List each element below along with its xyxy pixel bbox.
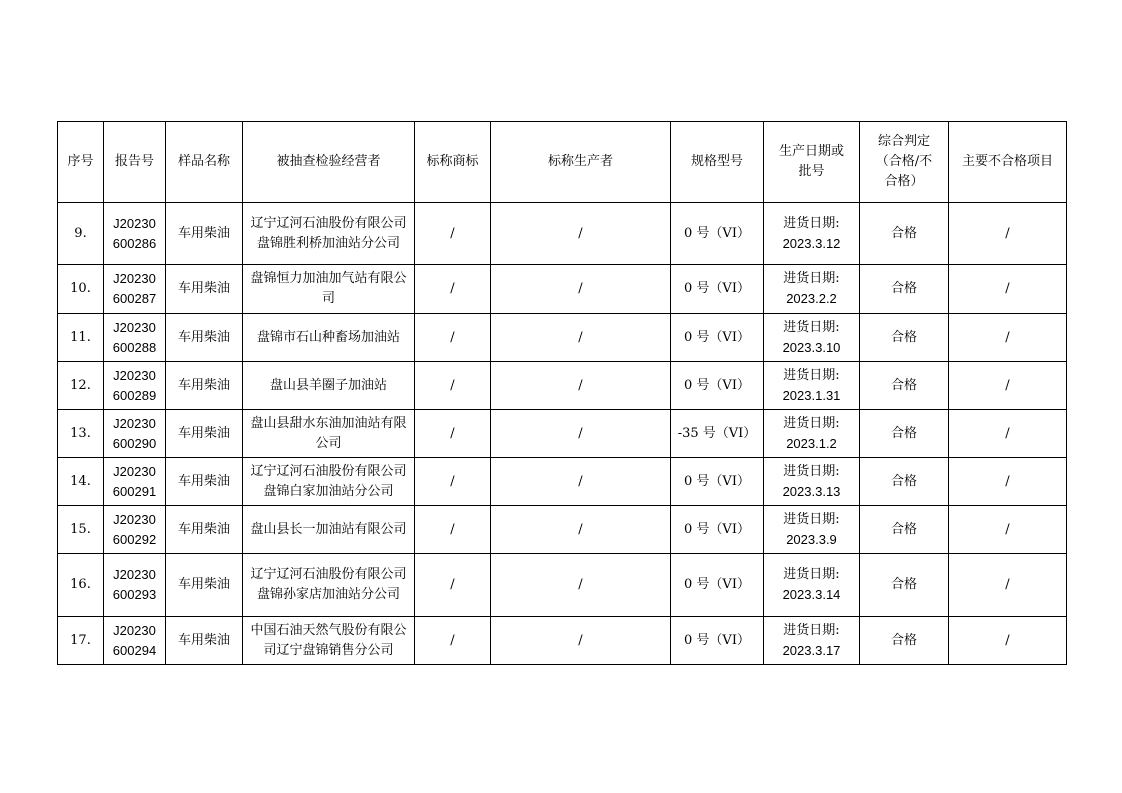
date-value: 2023.1.31 xyxy=(782,387,841,403)
report-no-part2: 600293 xyxy=(112,587,157,602)
header-verdict-line1: 综合判定 xyxy=(877,134,930,149)
row-sample-name: 车用柴油 xyxy=(166,265,243,314)
row-production-date xyxy=(764,458,860,506)
row-spec: 0 号（VI） xyxy=(671,203,764,265)
row-spec: 0 号（VI） xyxy=(671,506,764,554)
row-verdict: 合格 xyxy=(860,458,949,506)
inspection-results-table xyxy=(57,121,1067,665)
row-verdict: 合格 xyxy=(860,314,949,362)
row-report-no xyxy=(104,362,166,410)
row-issues: / xyxy=(949,410,1067,458)
header-sample-name: 样品名称 xyxy=(166,122,243,203)
row-sample-name: 车用柴油 xyxy=(166,506,243,554)
row-seq: 14. xyxy=(58,458,104,506)
row-operator: 辽宁辽河石油股份有限公司盘锦胜利桥加油站分公司 xyxy=(243,203,415,265)
report-no-part1: J20230 xyxy=(113,271,156,286)
row-manufacturer: / xyxy=(491,314,671,362)
header-date-line2: 批号 xyxy=(798,164,825,179)
row-production-date xyxy=(764,314,860,362)
row-sample-name: 车用柴油 xyxy=(166,554,243,617)
date-value: 2023.3.17 xyxy=(782,642,841,658)
row-spec: 0 号（VI） xyxy=(671,314,764,362)
row-operator: 辽宁辽河石油股份有限公司盘锦白家加油站分公司 xyxy=(243,458,415,506)
row-verdict: 合格 xyxy=(860,554,949,617)
row-production-date xyxy=(764,506,860,554)
report-no-part2: 600287 xyxy=(112,291,157,306)
row-trademark: / xyxy=(415,265,491,314)
report-no-part2: 600294 xyxy=(112,642,157,658)
report-no-part1: J20230 xyxy=(113,463,156,479)
row-trademark: / xyxy=(415,410,491,458)
row-issues: / xyxy=(949,554,1067,617)
row-production-date xyxy=(764,410,860,458)
date-value: 2023.1.2 xyxy=(786,435,837,451)
row-seq: 17. xyxy=(58,617,104,665)
row-trademark: / xyxy=(415,362,491,410)
header-spec: 规格型号 xyxy=(671,122,764,203)
row-manufacturer: / xyxy=(491,506,671,554)
table-row xyxy=(58,410,1067,458)
table-row xyxy=(58,554,1067,617)
row-issues: / xyxy=(949,506,1067,554)
header-manufacturer: 标称生产者 xyxy=(491,122,671,203)
row-manufacturer: / xyxy=(491,554,671,617)
row-issues: / xyxy=(949,362,1067,410)
row-verdict: 合格 xyxy=(860,506,949,554)
row-spec: 0 号（VI） xyxy=(671,617,764,665)
row-report-no xyxy=(104,458,166,506)
row-manufacturer: / xyxy=(491,203,671,265)
row-trademark: / xyxy=(415,314,491,362)
row-report-no xyxy=(104,265,166,314)
date-label: 进货日期: xyxy=(783,415,840,431)
row-manufacturer: / xyxy=(491,617,671,665)
row-production-date xyxy=(764,554,860,617)
row-operator: 盘锦恒力加油加气站有限公司 xyxy=(243,265,415,314)
report-no-part2: 600286 xyxy=(112,235,157,251)
header-production-date xyxy=(764,122,860,203)
header-trademark: 标称商标 xyxy=(415,122,491,203)
date-label: 进货日期: xyxy=(783,367,840,383)
row-seq: 15. xyxy=(58,506,104,554)
header-verdict-line3: 合格） xyxy=(884,174,924,189)
row-issues: / xyxy=(949,203,1067,265)
header-date-line1: 生产日期或 xyxy=(778,144,844,159)
header-operator: 被抽查检验经营者 xyxy=(243,122,415,203)
row-operator: 盘山县甜水东油加油站有限公司 xyxy=(243,410,415,458)
row-report-no xyxy=(104,506,166,554)
date-label: 进货日期: xyxy=(783,463,840,479)
row-sample-name: 车用柴油 xyxy=(166,617,243,665)
table-row xyxy=(58,617,1067,665)
date-value: 2023.3.9 xyxy=(786,531,837,547)
date-value: 2023.3.10 xyxy=(782,339,841,355)
date-label: 进货日期: xyxy=(783,622,840,638)
table-row xyxy=(58,203,1067,265)
report-no-part2: 600288 xyxy=(112,339,157,355)
row-manufacturer: / xyxy=(491,362,671,410)
row-seq: 16. xyxy=(58,554,104,617)
row-production-date xyxy=(764,617,860,665)
report-no-part1: J20230 xyxy=(113,622,156,638)
row-sample-name: 车用柴油 xyxy=(166,203,243,265)
row-issues: / xyxy=(949,265,1067,314)
row-issues: / xyxy=(949,458,1067,506)
date-label: 进货日期: xyxy=(783,319,840,335)
row-manufacturer: / xyxy=(491,410,671,458)
row-trademark: / xyxy=(415,554,491,617)
row-manufacturer: / xyxy=(491,458,671,506)
report-no-part1: J20230 xyxy=(113,215,156,231)
row-production-date xyxy=(764,362,860,410)
row-operator: 盘锦市石山种畜场加油站 xyxy=(243,314,415,362)
date-label: 进货日期: xyxy=(783,271,840,286)
date-value: 2023.3.13 xyxy=(782,483,841,499)
date-label: 进货日期: xyxy=(783,567,840,582)
row-spec: 0 号（VI） xyxy=(671,362,764,410)
row-report-no xyxy=(104,617,166,665)
row-seq: 12. xyxy=(58,362,104,410)
header-seq: 序号 xyxy=(58,122,104,203)
header-issues: 主要不合格项目 xyxy=(949,122,1067,203)
report-no-part1: J20230 xyxy=(113,367,156,383)
report-no-part1: J20230 xyxy=(113,511,156,527)
row-operator: 中国石油天然气股份有限公司辽宁盘锦销售分公司 xyxy=(243,617,415,665)
row-verdict: 合格 xyxy=(860,410,949,458)
row-seq: 11. xyxy=(58,314,104,362)
row-verdict: 合格 xyxy=(860,203,949,265)
row-verdict: 合格 xyxy=(860,265,949,314)
header-report-no: 报告号 xyxy=(104,122,166,203)
table-row xyxy=(58,265,1067,314)
row-trademark: / xyxy=(415,458,491,506)
row-spec: 0 号（VI） xyxy=(671,458,764,506)
row-issues: / xyxy=(949,314,1067,362)
row-production-date xyxy=(764,203,860,265)
date-value: 2023.3.12 xyxy=(782,235,841,251)
row-seq: 10. xyxy=(58,265,104,314)
row-trademark: / xyxy=(415,203,491,265)
header-verdict-line2: （合格/不 xyxy=(875,154,933,169)
row-operator: 辽宁辽河石油股份有限公司盘锦孙家店加油站分公司 xyxy=(243,554,415,617)
table-row xyxy=(58,506,1067,554)
row-report-no xyxy=(104,554,166,617)
table-row xyxy=(58,458,1067,506)
row-sample-name: 车用柴油 xyxy=(166,410,243,458)
report-no-part2: 600291 xyxy=(112,483,157,499)
table-row xyxy=(58,314,1067,362)
row-sample-name: 车用柴油 xyxy=(166,458,243,506)
row-sample-name: 车用柴油 xyxy=(166,362,243,410)
row-spec: -35 号（VI） xyxy=(671,410,764,458)
table-row xyxy=(58,362,1067,410)
date-label: 进货日期: xyxy=(783,215,840,231)
report-no-part1: J20230 xyxy=(113,415,156,431)
row-issues: / xyxy=(949,617,1067,665)
row-trademark: / xyxy=(415,506,491,554)
row-seq: 9. xyxy=(58,203,104,265)
row-verdict: 合格 xyxy=(860,362,949,410)
report-no-part1: J20230 xyxy=(113,567,156,582)
row-sample-name: 车用柴油 xyxy=(166,314,243,362)
report-no-part2: 600290 xyxy=(112,435,157,451)
header-verdict xyxy=(860,122,949,203)
row-seq: 13. xyxy=(58,410,104,458)
row-spec: 0 号（VI） xyxy=(671,265,764,314)
row-manufacturer: / xyxy=(491,265,671,314)
report-no-part2: 600292 xyxy=(112,531,157,547)
row-spec: 0 号（VI） xyxy=(671,554,764,617)
row-operator: 盘山县长一加油站有限公司 xyxy=(243,506,415,554)
report-no-part1: J20230 xyxy=(113,319,156,335)
date-label: 进货日期: xyxy=(783,511,840,527)
row-report-no xyxy=(104,410,166,458)
row-production-date xyxy=(764,265,860,314)
row-operator: 盘山县羊圈子加油站 xyxy=(243,362,415,410)
row-verdict: 合格 xyxy=(860,617,949,665)
date-value: 2023.2.2 xyxy=(786,291,837,306)
row-report-no xyxy=(104,203,166,265)
date-value: 2023.3.14 xyxy=(782,587,841,602)
row-report-no xyxy=(104,314,166,362)
report-no-part2: 600289 xyxy=(112,387,157,403)
header-row xyxy=(58,122,1067,203)
row-trademark: / xyxy=(415,617,491,665)
